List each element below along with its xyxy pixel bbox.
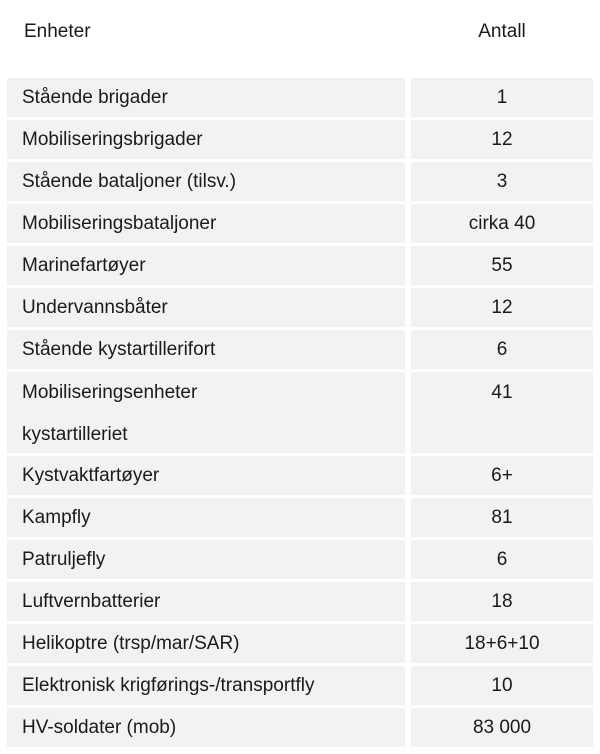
table-row [7, 456, 593, 495]
count-cell: 6+ [411, 456, 593, 495]
unit-line-2: kystartilleriet [22, 424, 128, 445]
count-cell: 10 [411, 666, 593, 705]
table-row [7, 78, 593, 117]
count-cell: 1 [411, 78, 593, 117]
unit-cell: Mobiliseringsbataljoner [7, 204, 405, 243]
unit-cell: Elektronisk krigførings-/transportfly [7, 666, 405, 705]
count-cell: 18+6+10 [411, 624, 593, 663]
table-row [7, 330, 593, 369]
table-row [7, 624, 593, 663]
table-row [7, 666, 593, 705]
table-row [7, 498, 593, 537]
count-cell: 55 [411, 246, 593, 285]
table-row [7, 582, 593, 621]
count-cell: 3 [411, 162, 593, 201]
unit-cell: Stående kystartillerifort [7, 330, 405, 369]
table-row [7, 372, 593, 453]
unit-cell: Patruljefly [7, 540, 405, 579]
count-cell: 6 [411, 540, 593, 579]
count-cell: 41 [411, 372, 593, 453]
unit-cell: Undervannsbåter [7, 288, 405, 327]
table-row [7, 162, 593, 201]
unit-cell: Mobiliseringsbrigader [7, 120, 405, 159]
header-enheter: Enheter [24, 20, 91, 42]
count-cell: 18 [411, 582, 593, 621]
table-row [7, 204, 593, 243]
count-cell: cirka 40 [411, 204, 593, 243]
unit-cell [7, 372, 405, 453]
unit-cell: Helikoptre (trsp/mar/SAR) [7, 624, 405, 663]
unit-cell: Kystvaktfartøyer [7, 456, 405, 495]
unit-cell: HV-soldater (mob) [7, 708, 405, 747]
header-antall: Antall [478, 20, 526, 42]
count-cell: 6 [411, 330, 593, 369]
table-row [7, 120, 593, 159]
table-row [7, 708, 593, 747]
unit-line-1: Mobiliseringsenheter [22, 382, 198, 403]
unit-cell: Marinefartøyer [7, 246, 405, 285]
table-row [7, 288, 593, 327]
count-cell: 81 [411, 498, 593, 537]
unit-cell: Stående bataljoner (tilsv.) [7, 162, 405, 201]
count-cell: 12 [411, 288, 593, 327]
count-cell: 83 000 [411, 708, 593, 747]
unit-cell: Kampfly [7, 498, 405, 537]
table-row [7, 246, 593, 285]
table-row [7, 540, 593, 579]
unit-cell: Stående brigader [7, 78, 405, 117]
table-header [7, 0, 593, 78]
units-table [7, 0, 593, 750]
count-cell: 12 [411, 120, 593, 159]
unit-cell: Luftvernbatterier [7, 582, 405, 621]
